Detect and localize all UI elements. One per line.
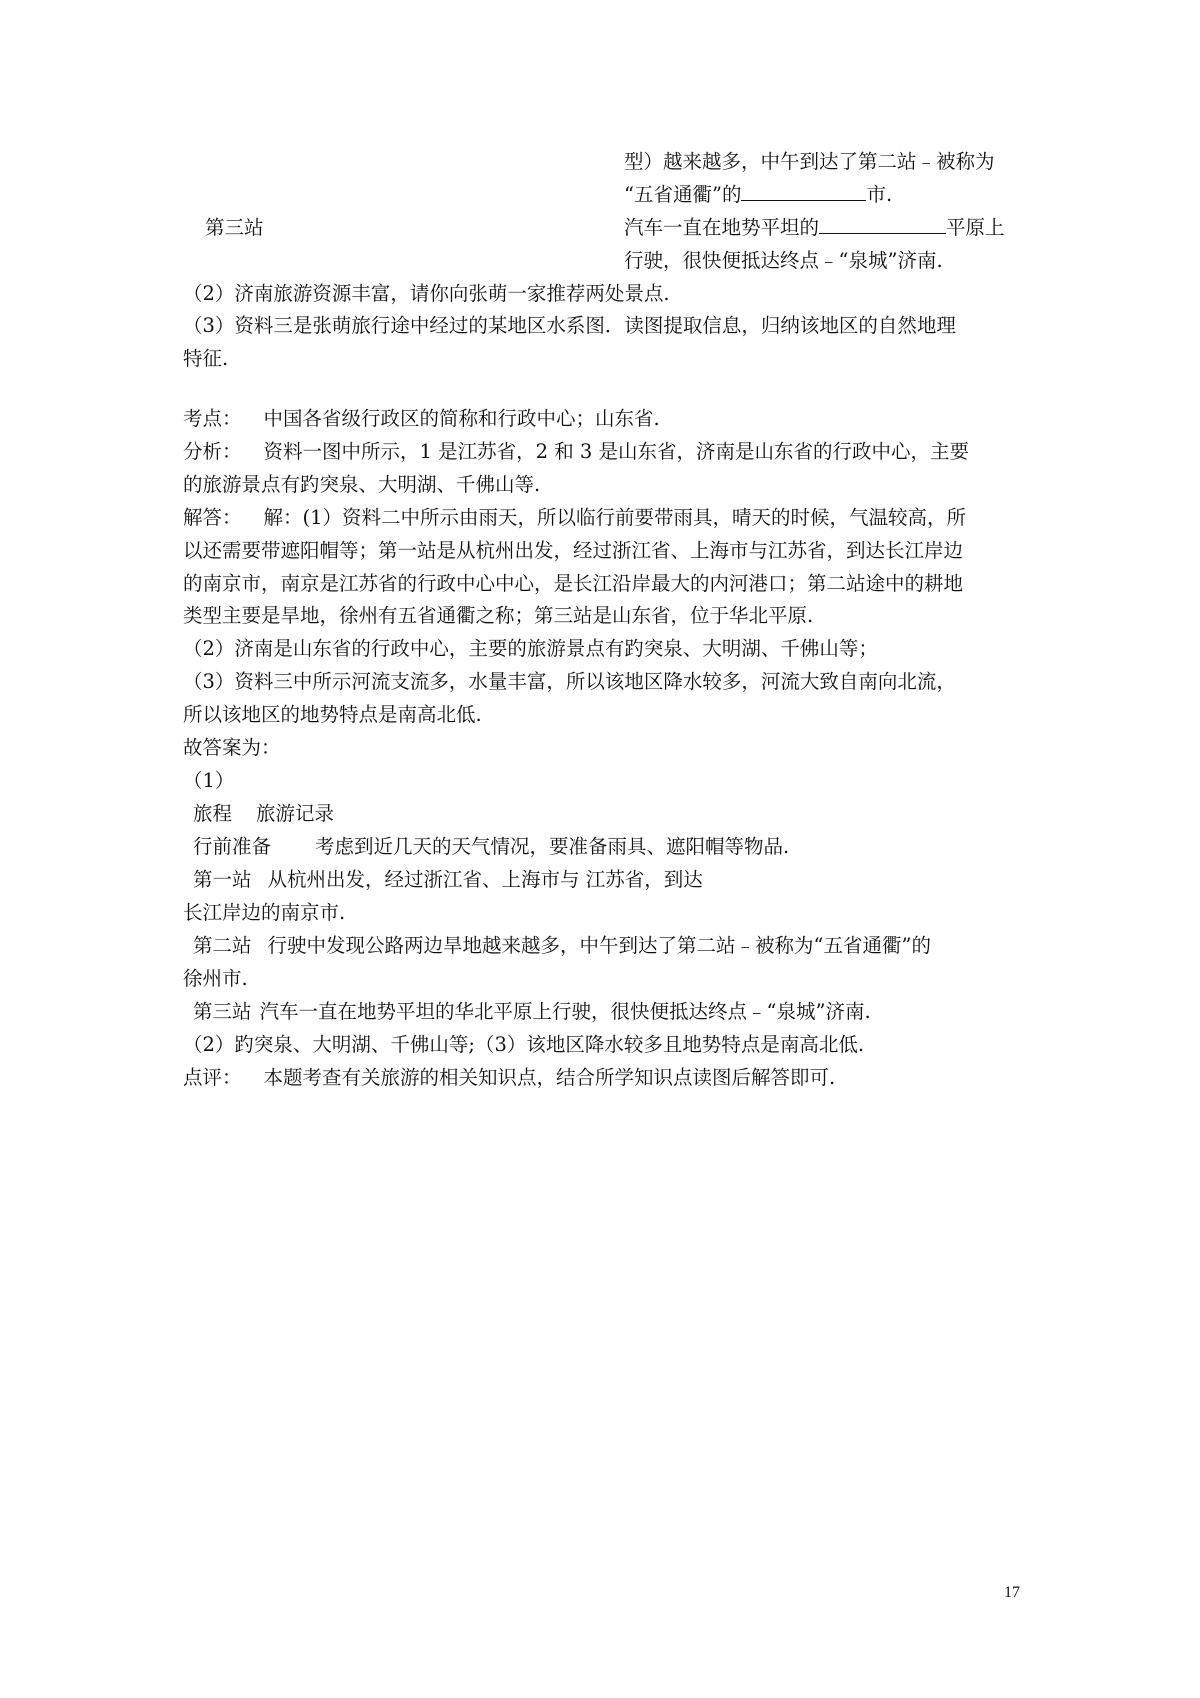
answer-table-header [193,804,334,824]
table-row3-text-a [624,218,1005,238]
jieda-line7: 所以该地区的地势特点是南高北低. [183,703,482,726]
page-number: 17 [1004,1584,1020,1601]
table-row2-cont-a: 型）越来越多，中午到达了第二站﹣被称为 [624,150,995,173]
kaodian-line [183,409,660,429]
table-row3-text-b: 行驶，很快便抵达终点﹣“泉城”济南. [624,249,943,272]
table-row2-cont-b1: “五省通衢”的 [624,183,742,206]
answer-row-first [193,870,703,890]
answer-row-second-text: 行驶中发现公路两边旱地越来越多，中午到达了第二站﹣被称为“五省通衢”的 [267,934,931,957]
answer-intro: 故答案为： [183,736,281,759]
table-row3-label: 第三站 [205,216,264,239]
answer-part1: （1） [183,769,235,792]
answer-row-third [193,1002,871,1022]
kaodian-text: 中国各省级行政区的简称和行政中心；山东省. [263,407,660,430]
answer-row-second-label: 第二站 [193,934,252,957]
table-row3-text-a2: 平原上 [946,216,1005,239]
jieda-line1 [183,508,966,528]
jieda-label: 解答： [183,506,242,529]
kaodian-label: 考点： [183,407,242,430]
jieda-text-1: 解：(1）资料二中所示由雨天，所以临行前要带雨具，晴天的时候，气温较高，所 [263,506,967,529]
answer-row-prep-label: 行前准备 [193,835,272,858]
answer-row-third-label: 第三站 [193,1000,252,1023]
answer-row-third-text: 汽车一直在地势平坦的华北平原上行驶，很快便抵达终点﹣“泉城”济南. [259,1000,871,1023]
question-2: （2）济南旅游资源丰富，请你向张萌一家推荐两处景点. [183,282,670,305]
answer-row-second [193,936,931,956]
blank-city[interactable] [741,199,866,201]
answer-row-second-cont: 徐州市. [183,967,248,990]
jieda-line4: 类型主要是旱地，徐州有五省通衢之称；第三站是山东省，位于华北平原. [183,604,814,627]
dianping-text: 本题考查有关旅游的相关知识点，结合所学知识点读图后解答即可. [263,1066,836,1089]
jieda-line5: （2）济南是山东省的行政中心，主要的旅游景点有趵突泉、大明湖、千佛山等； [183,637,878,660]
table-row3-text-a1: 汽车一直在地势平坦的 [624,216,820,239]
answer-header-record: 旅游记录 [256,802,335,825]
question-3-line2: 特征. [183,347,229,370]
answer-part23: （2）趵突泉、大明湖、千佛山等;（3）该地区降水较多且地势特点是南高北低. [183,1033,865,1056]
dianping-line [183,1068,835,1088]
fenxi-text-1: 资料一图中所示，1 是江苏省，2 和 3 是山东省，济南是山东省的行政中心，主要 [263,440,970,463]
table-row2-cont-b2: 市. [866,183,893,206]
answer-row-prep-text: 考虑到近几天的天气情况，要准备雨具、遮阳帽等物品. [315,835,790,858]
blank-plain[interactable] [819,232,946,234]
fenxi-line2: 的旅游景点有趵突泉、大明湖、千佛山等. [183,473,541,496]
answer-header-journey: 旅程 [193,802,233,825]
answer-row-first-text: 从杭州出发，经过浙江省、上海市与 江苏省，到达 [267,868,703,891]
fenxi-label: 分析： [183,440,242,463]
answer-row-prep [193,837,789,857]
table-row2-cont-b [624,185,892,205]
jieda-line3: 的南京市，南京是江苏省的行政中心中心，是长江沿岸最大的内河港口；第二站途中的耕地 [183,572,964,595]
answer-row-first-label: 第一站 [193,868,252,891]
answer-row-first-cont: 长江岸边的南京市. [183,901,346,924]
jieda-line6: （3）资料三中所示河流支流多，水量丰富，所以该地区降水较多，河流大致自南向北流， [183,670,956,693]
question-3-line1: （3）资料三是张萌旅行途中经过的某地区水系图．读图提取信息，归纳该地区的自然地理 [183,314,956,337]
fenxi-line1 [183,442,969,462]
jieda-line2: 以还需要带遮阳帽等；第一站是从杭州出发，经过浙江省、上海市与江苏省，到达长江岸边 [183,539,964,562]
dianping-label: 点评： [183,1066,242,1089]
